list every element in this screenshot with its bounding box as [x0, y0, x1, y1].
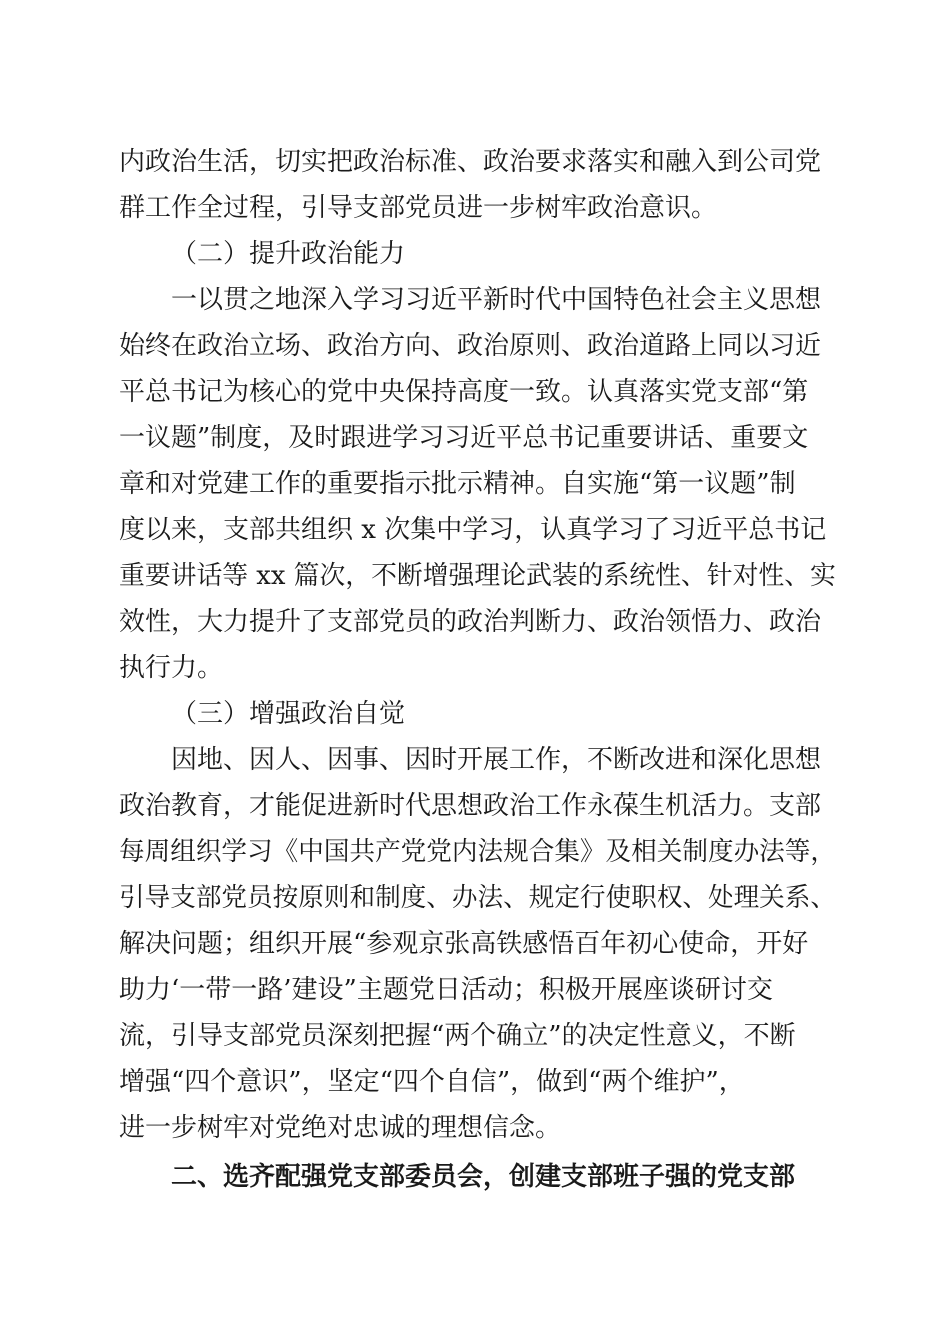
body-line: 平总书记为核心的党中央保持高度一致。认真落实党支部“第 — [119, 377, 809, 407]
body-line: 执行力。 — [119, 653, 224, 683]
body-line: 度以来，支部共组织 x 次集中学习，认真学习了习近平总书记 — [119, 515, 827, 545]
section-heading-3: （三）增强政治自觉 — [171, 699, 406, 729]
section-heading-2: （二）提升政治能力 — [171, 239, 406, 269]
chapter-heading: 二、选齐配强党支部委员会，创建支部班子强的党支部 — [171, 1162, 796, 1192]
body-line: 助力‘一带一路’建设”主题党日活动；积极开展座谈研讨交 — [119, 975, 773, 1005]
body-line: 流，引导支部党员深刻把握“两个确立”的决定性意义，不断 — [119, 1021, 796, 1051]
body-line: 一议题”制度，及时跟进学习习近平总书记重要讲话、重要文 — [119, 423, 809, 453]
body-line: 增强“四个意识”，坚定“四个自信”，做到“两个维护”， — [119, 1067, 745, 1097]
body-line: 因地、因人、因事、因时开展工作，不断改进和深化思想 — [171, 745, 822, 775]
body-line: 内政治生活，切实把政治标准、政治要求落实和融入到公司党 — [119, 147, 822, 177]
body-line: 解决问题；组织开展“参观京张高铁感悟百年初心使命，开好 — [119, 929, 809, 959]
body-line: 群工作全过程，引导支部党员进一步树牢政治意识。 — [119, 193, 718, 223]
body-line: 引导支部党员按原则和制度、办法、规定行使职权、处理关系、 — [119, 883, 837, 913]
body-line: 重要讲话等 xx 篇次，不断增强理论武装的系统性、针对性、实 — [119, 561, 836, 591]
body-line: 每周组织学习《中国共产党党内法规合集》及相关制度办法等， — [119, 837, 837, 867]
body-line: 章和对党建工作的重要指示批示精神。自实施“第一议题”制 — [119, 469, 796, 499]
body-line: 进一步树牢对党绝对忠诚的理想信念。 — [119, 1113, 562, 1143]
body-line: 一以贯之地深入学习习近平新时代中国特色社会主义思想 — [171, 285, 822, 315]
body-line: 始终在政治立场、政治方向、政治原则、政治道路上同以习近 — [119, 331, 822, 361]
body-line: 效性，大力提升了支部党员的政治判断力、政治领悟力、政治 — [119, 607, 822, 637]
body-line: 政治教育，才能促进新时代思想政治工作永葆生机活力。支部 — [119, 791, 822, 821]
